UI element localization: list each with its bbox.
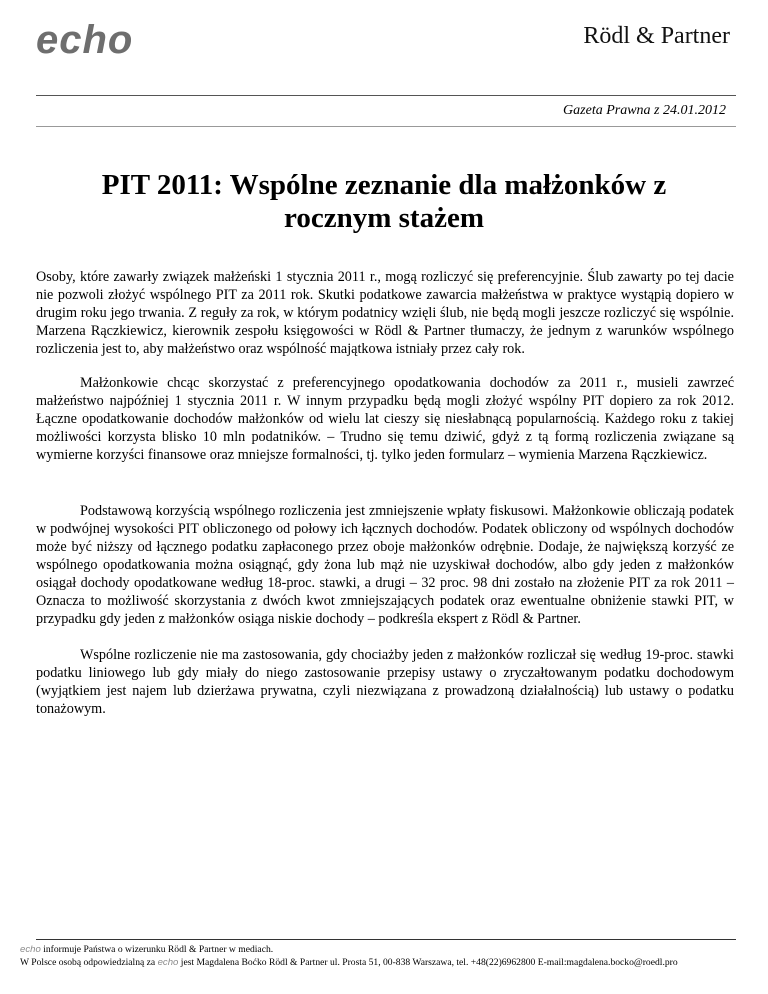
subheader-divider xyxy=(36,126,736,127)
paragraph: Podstawową korzyścią wspólnego rozliczenia jest zmniejszenie wpłaty fiskusowi. Małżonkowie obliczają podatek w podwójnej wysokości PIT obliczonego od połowy ich łącznych dochodów. Podatek obliczony od wspólnych dochodów może być niższy od łącznego podatku zapłaconego przez oboje małżonków odrębnie. Dodaje, że największą korzyść ze wspólnego opodatkowania można osiągnąć, gdy żona lub mąż nie uzyskiwał dochodów, albo gdy jeden z małżonków osiągał dochody opodatkowane według 18-proc. stawki, a drugi – 32 proc. 98 dni zostało na złożenie PIT za rok 2011 – Oznacza to możliwość skorzystania z dwóch kwot zmniejszających podatek oraz ewentualne obniżenie stawki PIT, w przypadku gdy jeden z małżonków osiąga niskie dochody – podkreśla ekspert z Rödl & Partner. xyxy=(36,503,734,627)
article-body xyxy=(36,268,734,718)
footer-divider xyxy=(36,939,736,940)
header-divider xyxy=(36,95,736,96)
source-line: Gazeta Prawna z 24.01.2012 xyxy=(563,103,726,118)
footer-line-2-suffix: jest Magdalena Boćko Rödl & Partner ul. Prosta 51, 00-838 Warszawa, tel. +48(22)6962800 E-mail:magdalena.bocko@roedl.pro xyxy=(178,957,678,968)
footer-line-1-text: informuje Państwa o wizerunku Rödl & Partner w mediach. xyxy=(40,944,274,955)
footer xyxy=(20,943,758,969)
footer-line-2-prefix: W Polsce osobą odpowiedzialną za xyxy=(20,957,158,968)
paragraph: Wspólne rozliczenie nie ma zastosowania, gdy chociażby jeden z małżonków rozliczał się według 19-proc. stawki podatku liniowego lub gdy miały do niego zastosowanie przepisy ustawy o zryczałtowanym podatku dochodowym (wyjątkiem jest najem lub dzierżawa prywatna, czyli niezwiązana z prowadzoną działalnością) lub ustawy o podatku tonażowym. xyxy=(36,647,734,717)
footer-line-2 xyxy=(20,956,758,969)
echo-mark: echo xyxy=(157,957,179,968)
echo-mark: echo xyxy=(20,944,41,955)
article-title: PIT 2011: Wspólne zeznanie dla małżonków z rocznym stażem xyxy=(101,169,667,234)
paragraph: Osoby, które zawarły związek małżeński 1 stycznia 2011 r., mogą rozliczyć się preferencyjnie. Ślub zawarty po tej dacie nie pozwoli złożyć wspólnego PIT za 2011 rok. Skutki podatkowe zawarcia małżeństwa w praktyce wystąpią dopiero w drugim roku jego trwania. Z reguły za rok, w którym podatnicy wzięli ślub, nie będą mogli jeszcze rozliczyć się wspólnie. Marzena Rączkiewicz, kierownik zespołu księgowości w Rödl & Partner tłumaczy, że jednym z warunków wspólnego rozliczenia jest to, aby małżeństwo oraz wspólność majątkowa istniały przez cały rok. xyxy=(36,269,734,357)
paragraph: Małżonkowie chcąc skorzystać z preferencyjnego opodatkowania dochodów za 2011 r., musieli zawrzeć małżeństwo najpóźniej 1 stycznia 2011 r. W innym przypadku będą mogli złożyć wspólny PIT dopiero za rok 2012. Łączne opodatkowanie dochodów małżonków od wielu lat cieszy się niesłabnącą popularnością. Każdego roku z takiej możliwości korzysta blisko 10 mln podatników. – Trudno się temu dziwić, gdyż z tą formą rozliczenia związane są wymierne korzyści finansowe oraz mniejsze formalności, tj. tylko jeden formularz – wymienia Marzena Rączkiewicz. xyxy=(36,375,734,463)
footer-line-1 xyxy=(20,943,758,956)
rodl-partner-logo: Rödl & Partner xyxy=(583,23,730,49)
echo-logo: echo xyxy=(36,18,134,62)
